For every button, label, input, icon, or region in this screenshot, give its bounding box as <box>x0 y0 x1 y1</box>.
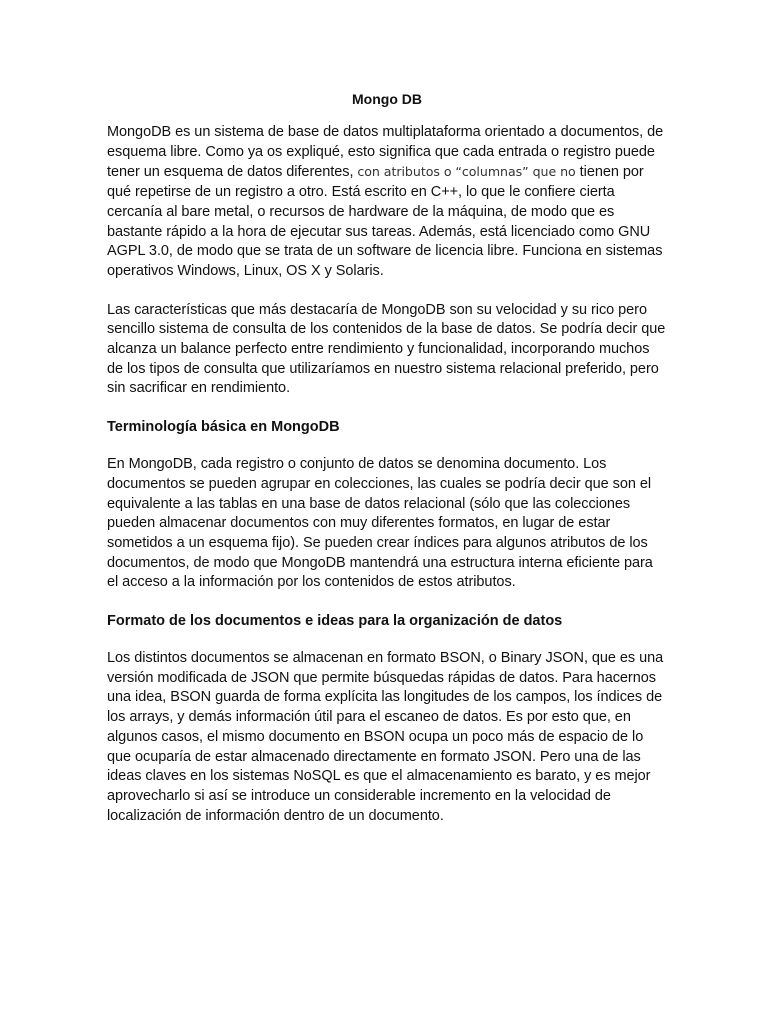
document-title: Mongo DB <box>352 91 422 107</box>
paragraph-features: Las características que más destacaría de MongoDB son su velocidad y su rico pero sencillo sistema de consulta de los contenidos de la base de datos. Se podría decir que alcanza un balance perfecto entre rendimiento y funcionalidad, incorporando muchos de los tipos de consulta que utilizaríamos en nuestro sistema relacional preferido, pero sin sacrificar en rendimiento. <box>107 301 666 397</box>
paragraph-intro-text-1: MongoDB es un sistema de base de datos multiplataforma orientado a documentos, de esquema libre. Como ya os expliqué, esto significa que cada entrada o registro puede tener un esquema de datos diferentes, <box>107 124 664 181</box>
document-body <box>107 89 667 845</box>
paragraph-format: Los distintos documentos se almacenan en formato BSON, o Binary JSON, que es una versión modificada de JSON que permite búsquedas rápidas de datos. Para hacernos una idea, BSON guarda de forma explícita las longitudes de los campos, los índices de los arrays, y demás información útil para el escaneo de datos. Es por esto que, en algunos casos, el mismo documento en BSON ocupa un poco más de espacio de lo que ocuparía de estar almacenado directamente en formato JSON. Pero una de las ideas claves en los sistemas NoSQL es que el almacenamiento es barato, y es mejor aprovecharlo si así se introduce un considerable incremento en la velocidad de localización de información dentro de un documento. <box>107 650 664 824</box>
section-heading-format: Formato de los documentos e ideas para la organización de datos <box>107 613 563 630</box>
section-heading-terminology: Terminología básica en MongoDB <box>107 419 340 436</box>
paragraph-intro <box>107 123 667 282</box>
paragraph-intro-inline-run: con atributos o “columnas” que no <box>353 164 576 180</box>
paragraph-terminology: En MongoDB, cada registro o conjunto de datos se denomina documento. Los documentos se pueden agrupar en colecciones, las cuales se podría decir que son el equivalente a las tablas en una base de datos relacional (sólo que las colecciones pueden almacenar documentos con muy diferentes formatos, en lugar de estar sometidos a un esquema fijo). Se pueden crear índices para algunos atributos de los documentos, de modo que MongoDB mantendrá una estructura interna eficiente para el acceso a la información por los contenidos de estos atributos. <box>107 456 653 591</box>
paragraph-intro-text-2: tienen por qué repetirse de un registro a otro. Está escrito en C++, lo que le confiere cierta cercanía al bare metal, o recursos de hardware de la máquina, de modo que es bastante rápido a la hora de ejecutar sus tareas. Además, está licenciado como GNU AGPL 3.0, de modo que se trata de un software de licencia libre. Funciona en sistemas operativos Windows, Linux, OS X y Solaris. <box>107 164 663 279</box>
